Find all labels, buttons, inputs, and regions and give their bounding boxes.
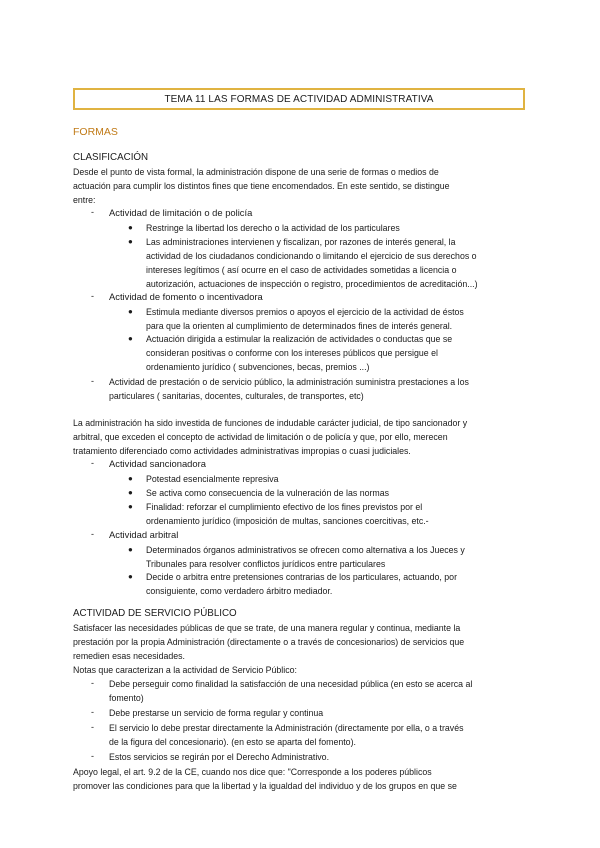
paragraph-line: Notas que caracterizan a la actividad de Servicio Público: [73, 665, 297, 675]
bullet-text: para que la orienten al cumplimiento de determinados fines de interés general. [146, 321, 453, 331]
dash-marker: - [91, 529, 94, 539]
bullet-text: Restringe la libertad los derecho o la actividad de los particulares [146, 223, 400, 233]
bullet-text: intereses legítimos ( así ocurre en el caso de actividades sometidas a licencia o [146, 265, 457, 275]
paragraph-line: Satisfacer las necesidades públicas de que se trate, de una manera regular y continua, mediante la [73, 623, 461, 633]
nota-item: El servicio lo debe prestar directamente la Administración (directamente por ella, o a través [109, 723, 464, 733]
bullet-marker: ● [128, 223, 133, 232]
dash-marker: - [91, 291, 94, 301]
document-title: TEMA 11 LAS FORMAS DE ACTIVIDAD ADMINISTRATIVA [164, 93, 434, 105]
bullet-text: Tribunales para resolver conflictos jurídicos entre particulares [146, 559, 386, 569]
heading-clasificacion: CLASIFICACIÓN [73, 152, 149, 163]
dash-marker: - [91, 751, 94, 761]
item-limitacion: Actividad de limitación o de policía [109, 207, 253, 218]
item-arbitral: Actividad arbitral [109, 529, 179, 540]
dash-marker: - [91, 458, 94, 468]
bullet-marker: ● [128, 334, 133, 343]
bullet-text: autorización, actuaciones de inspección o registro, procedimientos de acreditación...) [146, 279, 478, 289]
section-heading-formas: FORMAS [73, 126, 118, 138]
paragraph-line: promover las condiciones para que la libertad y la igualdad del individuo y de los grupos en que se [73, 781, 457, 791]
bullet-text: consideran positivas o conforme con los intereses públicos que persigue el [146, 348, 438, 358]
bullet-text: Actuación dirigida a estimular la realización de actividades o conductas que se [146, 334, 453, 344]
nota-item: Debe prestarse un servicio de forma regular y continua [109, 708, 324, 718]
bullet-text: Potestad esencialmente represiva [146, 474, 279, 484]
bullet-text: ordenamiento jurídico ( subvenciones, becas, premios ...) [146, 362, 370, 372]
bullet-text: Estimula mediante diversos premios o apoyos el ejercicio de la actividad de éstos [146, 307, 464, 317]
paragraph-line: La administración ha sido investida de funciones de indudable carácter judicial, de tipo sancionador y [73, 418, 468, 428]
bullet-marker: ● [128, 307, 133, 316]
item-prestacion-cont: particulares ( sanitarias, docentes, culturales, de transportes, etc) [109, 391, 364, 401]
item-fomento: Actividad de fomento o incentivadora [109, 291, 263, 302]
dash-marker: - [91, 376, 94, 386]
dash-marker: - [91, 207, 94, 217]
paragraph-line: remedien esas necesidades. [73, 651, 185, 661]
paragraph-line: prestación por la propia Administración (directamente o a través de concesionarios) de servicios que [73, 637, 465, 647]
nota-item: Estos servicios se regirán por el Derecho Administrativo. [109, 752, 330, 762]
bullet-marker: ● [128, 572, 133, 581]
bullet-text: Se activa como consecuencia de la vulneración de las normas [146, 488, 390, 498]
intro-line: actuación para cumplir los distintos fines que tiene encomendados. En este sentido, se distingue [73, 181, 450, 191]
bullet-marker: ● [128, 545, 133, 554]
nota-item-cont: de la figura del concesionario). (en esto se aparta del fomento). [109, 737, 356, 747]
bullet-text: consiguiente, como verdadero árbitro mediador. [146, 586, 333, 596]
bullet-marker: ● [128, 488, 133, 497]
bullet-text: ordenamiento jurídico (imposición de multas, sanciones coercitivas, etc.- [146, 516, 429, 526]
bullet-text: actividad de los ciudadanos condicionando o limitando el ejercicio de sus derechos o [146, 251, 477, 261]
nota-item: Debe perseguir como finalidad la satisfacción de una necesidad pública (en esto se acerca al [109, 679, 473, 689]
bullet-marker: ● [128, 237, 133, 246]
paragraph-line: arbitral, que exceden el concepto de actividad de limitación o de policía y que, por ello, merecen [73, 432, 448, 442]
bullet-marker: ● [128, 474, 133, 483]
bullet-text: Las administraciones intervienen y fiscalizan, por razones de interés general, la [146, 237, 456, 247]
paragraph-line: Apoyo legal, el art. 9.2 de la CE, cuando nos dice que: "Corresponde a los poderes públicos [73, 767, 432, 777]
dash-marker: - [91, 722, 94, 732]
bullet-text: Determinados órganos administrativos se ofrecen como alternativa a los Jueces y [146, 545, 465, 555]
bullet-text: Finalidad: reforzar el cumplimiento efectivo de los fines previstos por el [146, 502, 423, 512]
title-box [73, 88, 525, 110]
item-sancionadora: Actividad sancionadora [109, 458, 206, 469]
intro-line: entre: [73, 195, 96, 205]
nota-item-cont: fomento) [109, 693, 144, 703]
bullet-text: Decide o arbitra entre pretensiones contrarias de los particulares, actuando, por [146, 572, 457, 582]
item-prestacion: Actividad de prestación o de servicio público, la administración suministra prestaciones a los [109, 377, 469, 387]
bullet-marker: ● [128, 502, 133, 511]
dash-marker: - [91, 707, 94, 717]
dash-marker: - [91, 678, 94, 688]
paragraph-line: tratamiento diferenciado como actividades administrativas impropias o cuasi judiciales. [73, 446, 411, 456]
intro-line: Desde el punto de vista formal, la administración dispone de una serie de formas o medios de [73, 167, 439, 177]
heading-servicio-publico: ACTIVIDAD DE SERVICIO PÚBLICO [73, 608, 237, 619]
